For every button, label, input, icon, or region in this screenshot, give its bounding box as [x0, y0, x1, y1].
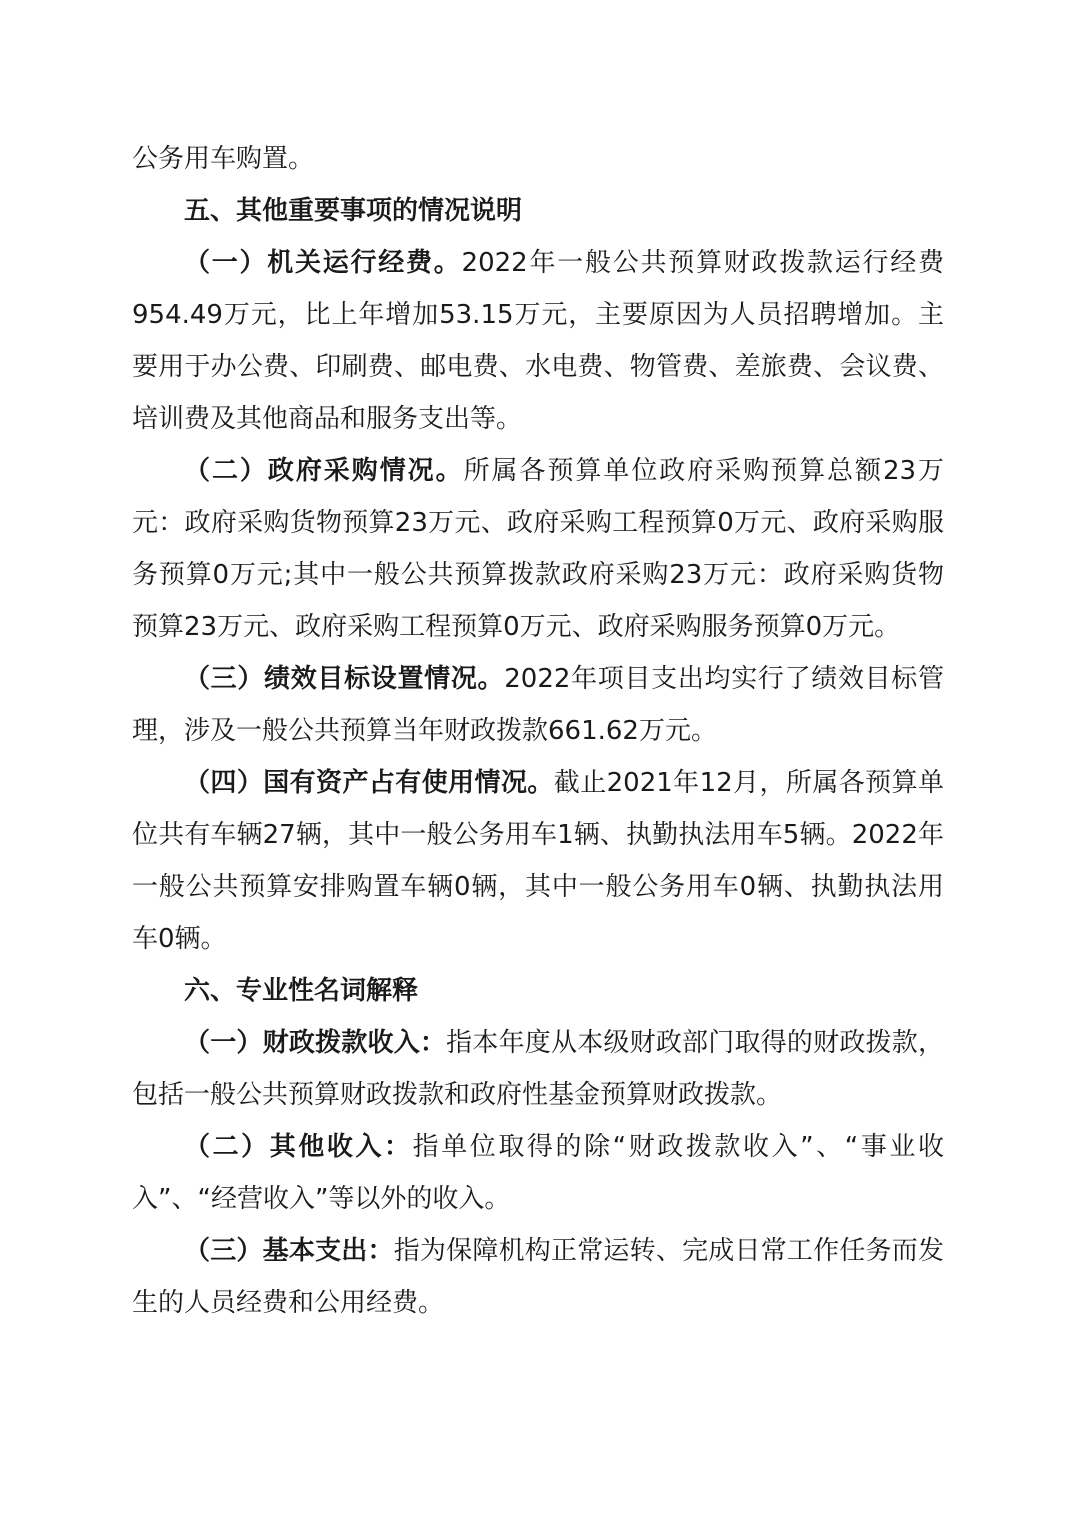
- paragraph-text: 指单位取得的除“财政拨款收入”、“事业收入”、“经营收入”等以外的收入。: [132, 1132, 944, 1214]
- paragraph-text: 2022年一般公共预算财政拨款运行经费954.49万元，比上年增加53.15万元，主要原因为人员招聘增加。主要用于办公费、印刷费、邮电费、水电费、物管费、差旅费、会议费、培训费及其他商品和服务支出等。: [132, 248, 944, 434]
- subsection-label: （三）绩效目标设置情况。: [184, 664, 505, 694]
- paragraph-basic-expenditure: [132, 1225, 944, 1329]
- paragraph-performance: [132, 653, 944, 757]
- paragraph-operating-costs: [132, 237, 944, 445]
- paragraph-text: 指为保障机构正常运转、完成日常工作任务而发生的人员经费和公用经费。: [132, 1236, 944, 1318]
- subsection-label: （二）其他收入：: [184, 1132, 413, 1162]
- paragraph-fiscal-income: [132, 1017, 944, 1121]
- paragraph-text: 2022年项目支出均实行了绩效目标管理，涉及一般公共预算当年财政拨款661.62万元。: [132, 664, 944, 746]
- paragraph-text: 指本年度从本级财政部门取得的财政拨款，包括一般公共预算财政拨款和政府性基金预算财政拨款。: [132, 1028, 944, 1110]
- subsection-label: （三）基本支出：: [184, 1236, 394, 1266]
- paragraph-text: 所属各预算单位政府采购预算总额23万元：政府采购货物预算23万元、政府采购工程预算0万元、政府采购服务预算0万元;其中一般公共预算拨款政府采购23万元：政府采购货物预算23万元、政府采购工程预算0万元、政府采购服务预算0万元。: [132, 456, 944, 642]
- paragraph-procurement: [132, 445, 944, 653]
- paragraph-continuation: 公务用车购置。: [132, 144, 315, 174]
- subsection-label: （四）国有资产占有使用情况。: [184, 768, 554, 798]
- paragraph-text: 截止2021年12月，所属各预算单位共有车辆27辆，其中一般公务用车1辆、执勤执法用车5辆。2022年一般公共预算安排购置车辆0辆，其中一般公务用车0辆、执勤执法用车0辆。: [132, 768, 944, 954]
- section-heading-6: 六、专业性名词解释: [184, 976, 419, 1006]
- paragraph-assets: [132, 757, 944, 965]
- subsection-label: （一）机关运行经费。: [184, 248, 462, 278]
- subsection-label: （一）财政拨款收入：: [184, 1028, 447, 1058]
- section-heading-5: 五、其他重要事项的情况说明: [184, 196, 523, 226]
- subsection-label: （二）政府采购情况。: [184, 456, 464, 486]
- paragraph-other-income: [132, 1121, 944, 1225]
- document-body: [132, 133, 944, 1329]
